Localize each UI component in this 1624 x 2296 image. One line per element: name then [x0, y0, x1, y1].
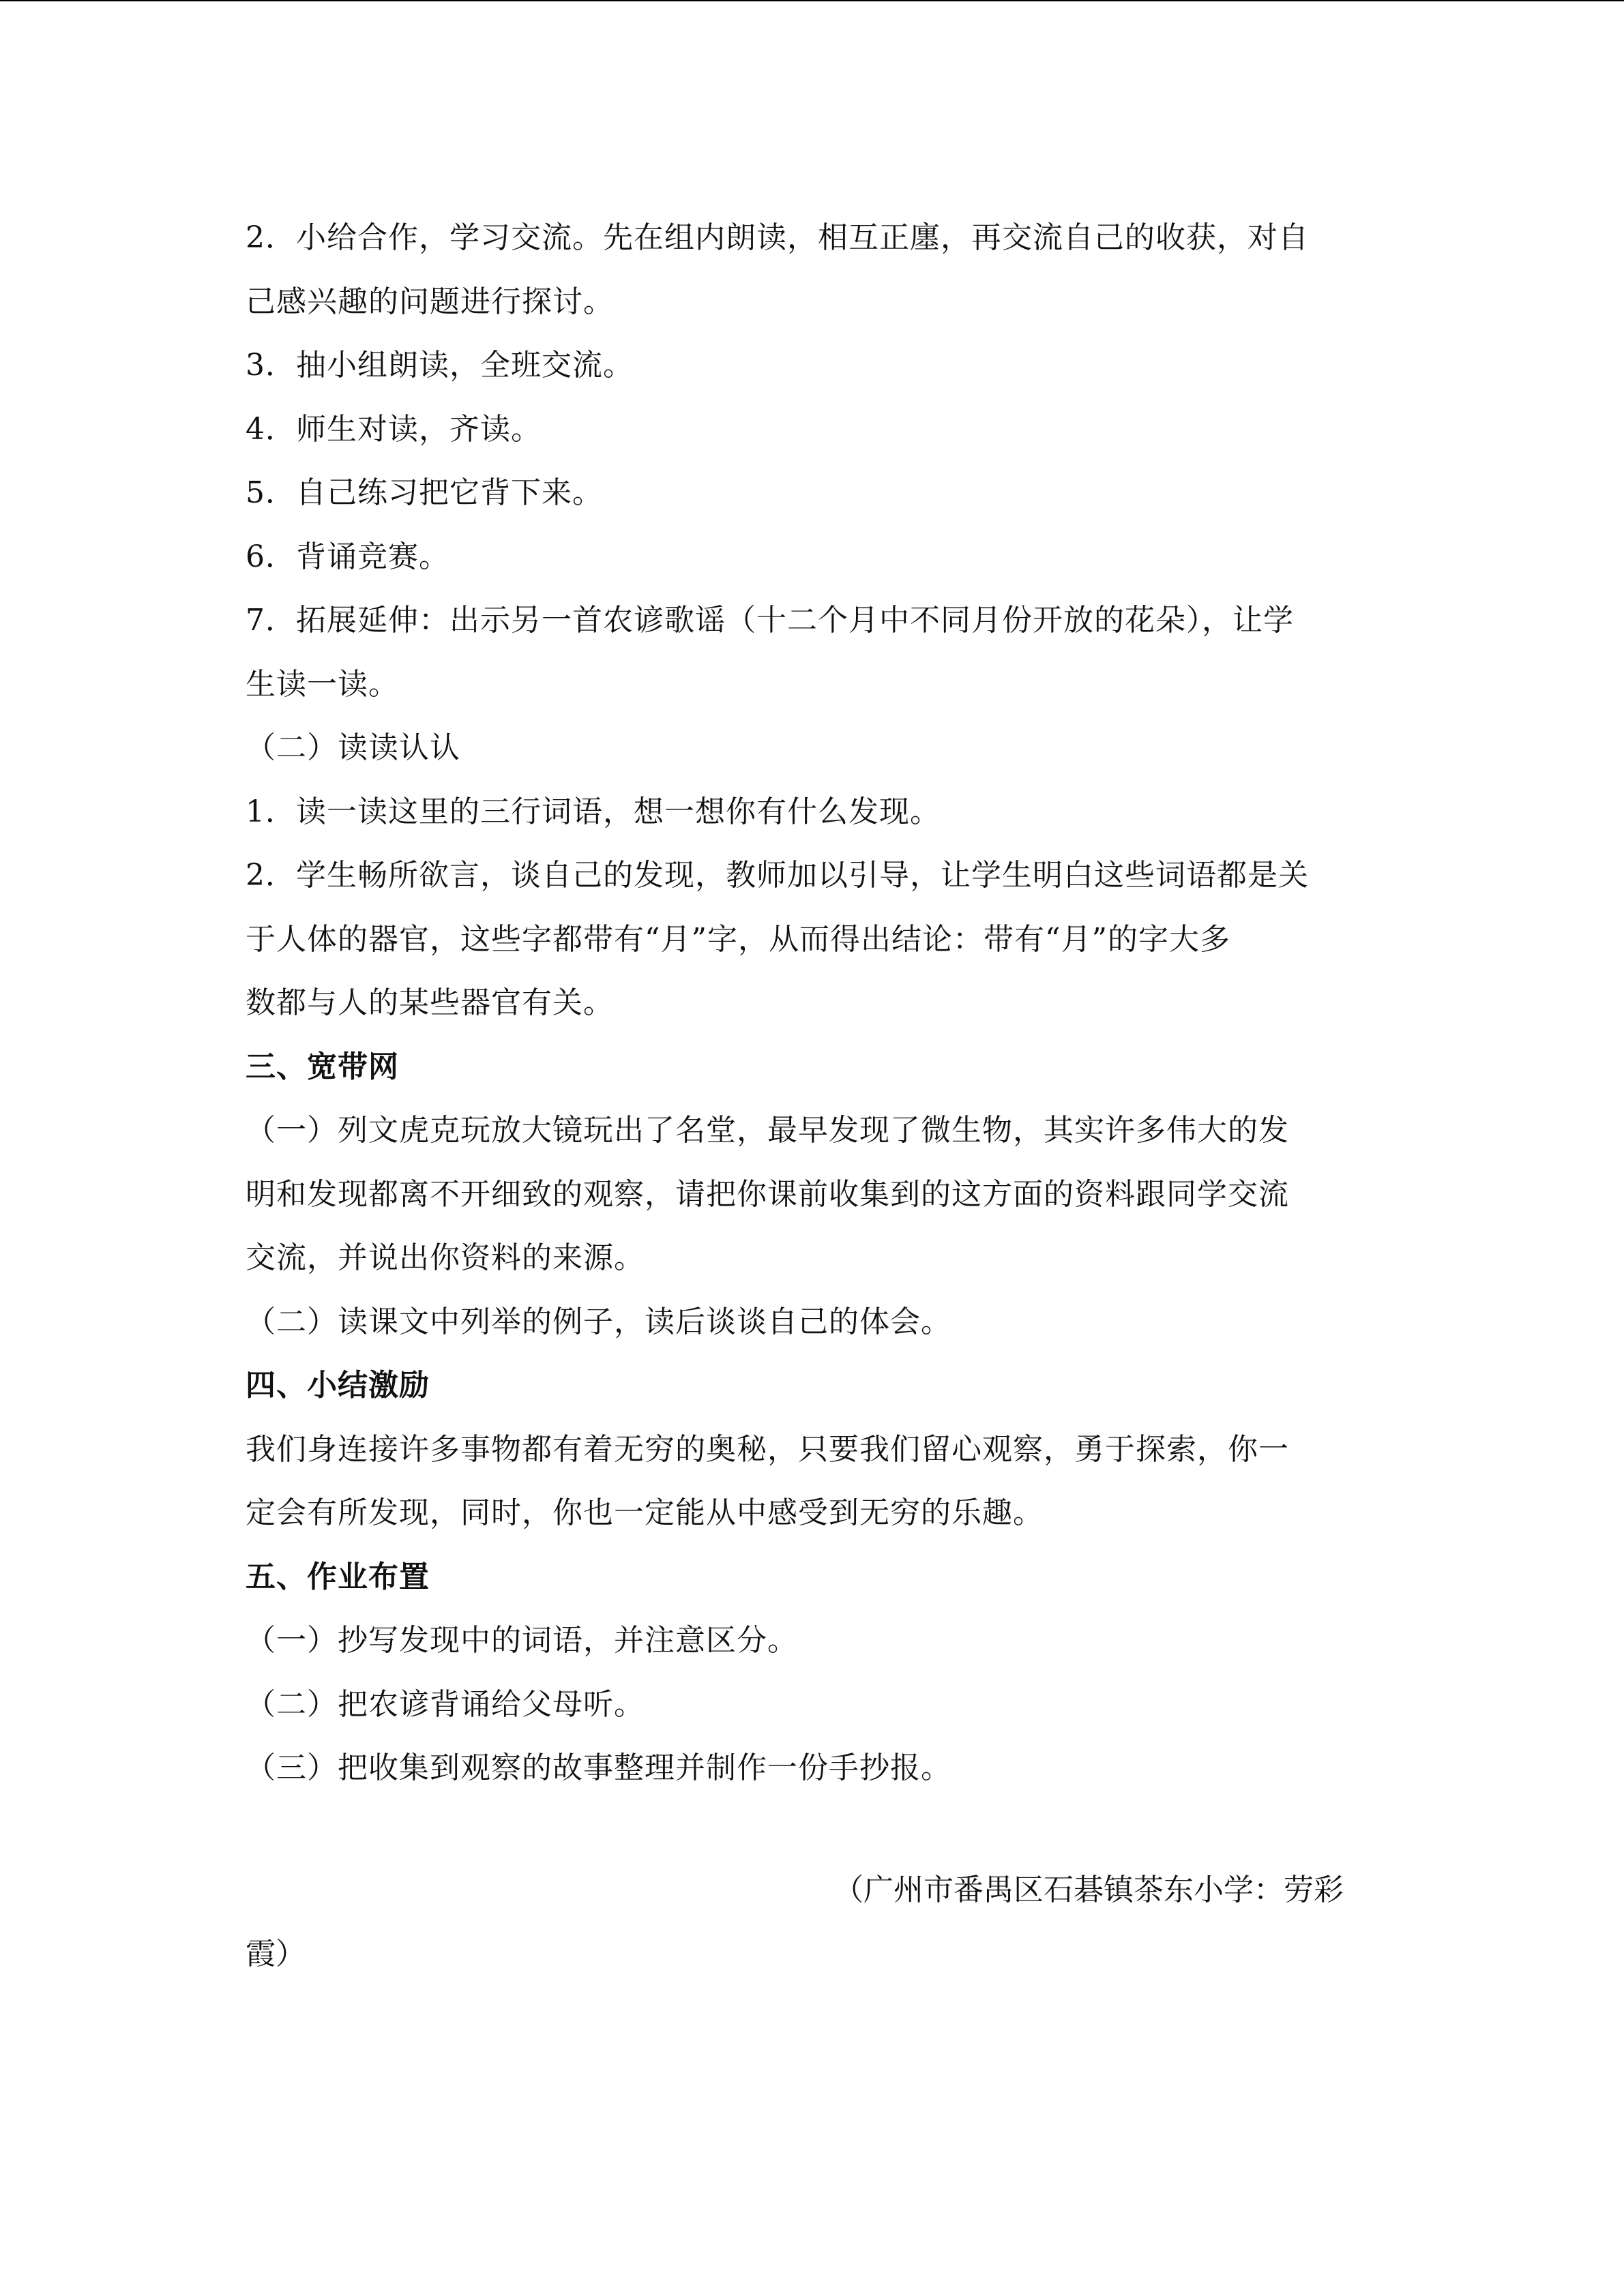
text-line: 交流，并说出你资料的来源。	[246, 1240, 645, 1275]
text-line: （二）读读认认	[246, 730, 460, 765]
text-line: 1．读一读这里的三行词语，想一想你有什么发现。	[246, 794, 941, 829]
author-name-tail: 霞）	[246, 1936, 306, 1971]
text-line: 己感兴趣的问题进行探讨。	[246, 284, 614, 319]
text-line: 明和发现都离不开细致的观察，请把你课前收集到的这方面的资料跟同学交流	[246, 1176, 1289, 1212]
text-line: 生读一读。	[246, 666, 399, 702]
document-body	[246, 206, 1378, 1800]
text-line: 3．抽小组朗读，全班交流。	[246, 348, 634, 383]
text-line: 数都与人的某些器官有关。	[246, 985, 614, 1020]
text-line: 6．背诵竞赛。	[246, 539, 449, 574]
text-line: （一）抄写发现中的词语，并注意区分。	[246, 1623, 798, 1658]
text-line: 4．师生对读，齐读。	[246, 411, 542, 447]
text-line: 我们身连接许多事物都有着无穷的奥秘，只要我们留心观察，勇于探索，你一	[246, 1431, 1289, 1467]
text-line: （三）把收集到观察的故事整理并制作一份手抄报。	[246, 1750, 951, 1785]
text-line: （二）把农谚背诵给父母听。	[246, 1686, 645, 1722]
text-line: 于人体的器官，这些字都带有“月”字，从而得出结论：带有“月”的字大多	[246, 921, 1230, 957]
author-signature	[246, 1858, 1378, 1986]
text-line: 5．自己练习把它背下来。	[246, 475, 603, 510]
author-organization: （广州市番禺区石碁镇茶东小学：劳彩	[833, 1873, 1344, 1907]
text-line: 定会有所发现，同时，你也一定能从中感受到无穷的乐趣。	[246, 1495, 1044, 1530]
section-heading: 五、作业布置	[246, 1559, 430, 1594]
text-line: （一）列文虎克玩放大镜玩出了名堂，最早发现了微生物，其实许多伟大的发	[246, 1113, 1289, 1148]
section-heading: 三、宽带网	[246, 1049, 399, 1084]
text-line: 2．小给合作，学习交流。先在组内朗读，相互正廛，再交流自己的收获，对自	[246, 220, 1309, 255]
section-heading: 四、小结激励	[246, 1368, 430, 1403]
text-line: 7．拓展延伸：出示另一首农谚歌谣（十二个月中不同月份开放的花朵），让学	[246, 603, 1294, 638]
text-line: （二）读课文中列举的例子，读后谈谈自己的体会。	[246, 1304, 951, 1339]
text-line: 2．学生畅所欲言，谈自己的发现，教师加以引导，让学生明白这些词语都是关	[246, 858, 1309, 893]
